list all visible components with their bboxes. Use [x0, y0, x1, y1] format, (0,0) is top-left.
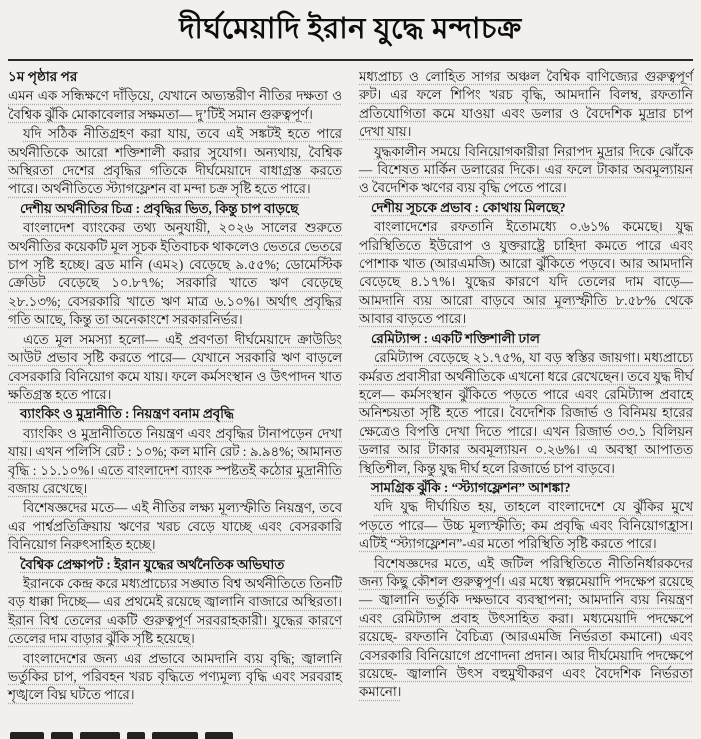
- glyph-fragment: [10, 732, 44, 739]
- section-heading: দেশীয় অর্থনীতির চিত্র : প্রবৃদ্ধির ভিত, কিন্তু চাপ বাড়ছে: [20, 200, 299, 216]
- right-column: [359, 68, 693, 706]
- section-heading: রেমিট্যান্স : একটি শক্তিশালী ঢাল: [371, 330, 540, 346]
- paragraph: যদি সঠিক নীতিগ্রহণ করা যায়, তবে এই সঙ্কটই হতে পারে অর্থনীতিকে আরো শক্তিশালী করার সুযোগ। অন্যথায়, বৈশ্বিক অস্থিরতা দেশের প্রবৃদ্ধির গতিকে দীর্ঘমেয়াদে বাধাগ্রস্ত করতে পারে। অর্থনীতিতে স্ট্যাগফ্লেশন বা মন্দা চক্র সৃষ্টি হতে পারে।: [8, 126, 342, 197]
- paragraph: এমন এক সন্ধিক্ষণে দাঁড়িয়ে, যেখানে অভ্যন্তরীণ নীতির দক্ষতা ও বৈশ্বিক ঝুঁকি মোকাবেলার সক্ষমতা— দু’টিই সমান গুরুত্বপূর্ণ।: [8, 88, 342, 122]
- article-body: [8, 68, 693, 706]
- continuation-note: ১ম পৃষ্ঠার পর: [8, 69, 78, 84]
- glyph-fragment: [51, 732, 73, 739]
- paragraph: রেমিট্যান্স বেড়েছে ২১.৭৫%, যা বড় স্বস্তির জায়গা। মধ্যপ্রাচ্যে কর্মরত প্রবাসীরা অর্থনীতিকে এখনো ধরে রেখেছেন। তবে যুদ্ধ দীর্ঘ হলে— কর্মসংস্থান ঝুঁকিতে পড়তে পারে এবং রেমিট্যান্স প্রবাহে অনিশ্চয়তা সৃষ্টি হতে পারে। বৈদেশিক রিজার্ভ ও বিনিময় হারের ক্ষেত্রেও বিপত্তি দেখা দিতে পারে। এখন রিজার্ভ ৩৩.১ বিলিয়ন ডলার আর টাকার অবমূল্যায়ন ০.২৬%। এ অবস্থা আপাতত স্থিতিশীল, কিন্তু যুদ্ধ দীর্ঘ হলে রিজার্ভে চাপ বাড়বে।: [359, 350, 693, 476]
- paragraph: বিশেষজ্ঞদের মতে— এই নীতির লক্ষ্য মূল্যস্ফীতি নিয়ন্ত্রণ, তবে এর পার্শ্বপ্রতিক্রিয়ায় ঋণের খরচ বেড়ে যাচ্ছে এবং বেসরকারি বিনিয়োগ নিরুৎসাহিত হচ্ছে।: [8, 500, 342, 553]
- glyph-fragment: [205, 732, 233, 739]
- right-column-blocks: [359, 68, 693, 702]
- paragraph: ইরানকে কেন্দ্র করে মধ্যপ্রাচ্যের সঙ্ঘাত বিশ্ব অর্থনীতিতে তিনটি বড় ধাক্কা দিচ্ছে— এর প্রথমেই রয়েছে জ্বালানি বাজারে অস্থিরতা। ইরান বিশ্ব তেলের একটি গুরুত্বপূর্ণ সরবরাহকারী। যুদ্ধের কারণে তেলের দাম বাড়ার ঝুঁকি সৃষ্টি হয়েছে।: [8, 575, 342, 647]
- left-column-blocks: [8, 87, 342, 704]
- paragraph: মধ্যপ্রাচ্য ও লোহিত সাগর অঞ্চল বৈশ্বিক বাণিজ্যের গুরুত্বপূর্ণ রুট। এর ফলে শিপিং খরচ বৃদ্ধি, আমদানি বিলম্ব, রফতানি প্রতিযোগিতা কমে যাওয়া এবং ডলার ও বৈদেশিক মুদ্রার চাপ দেখা যায়।: [359, 69, 693, 140]
- paragraph: যুদ্ধকালীন সময়ে বিনিয়োগকারীরা নিরাপদ মুদ্রার দিকে ঝোঁকে— বিশেষত মার্কিন ডলারের দিকে। এর ফলে টাকার অবমূল্যায়ন ও বৈদেশিক ঋণের ব্যয় বৃদ্ধি পেতে পারে।: [359, 143, 693, 196]
- section-heading: সামগ্রিক ঝুঁকি : “স্ট্যাগফ্লেশন” আশঙ্কা?: [371, 479, 571, 495]
- section-heading: বৈশ্বিক প্রেক্ষাপট : ইরান যুদ্ধের অর্থনৈতিক অভিঘাত: [20, 556, 285, 572]
- paragraph: ব্যাংকিং ও মুদ্রানীতিতে নিয়ন্ত্রণ এবং প্রবৃদ্ধির টানাপড়েন দেখা যায়। এখন পলিসি রেট : ১০%; কল মানি রেট : ৯.৯৪%; আমানত বৃদ্ধি : ১১.১০%। এতে বাংলাদেশ ব্যাংক স্পষ্টতই কঠোর মুদ্রানীতি বজায় রেখেছে।: [8, 425, 342, 496]
- cropped-next-headline-artifact: [10, 732, 250, 739]
- glyph-fragment: [152, 732, 198, 739]
- section-heading: দেশীয় সূচকে প্রভাব : কোথায় মিলছে?: [371, 199, 566, 215]
- paragraph: বিশেষজ্ঞদের মতে, এই জটিল পরিস্থিতিতে নীতিনির্ধারকদের জন্য কিছু কৌশল গুরুত্বপূর্ণ। এর মধ্যে স্বল্পমেয়াদি পদক্ষেপ রয়েছে— জ্বালানি ভর্তুকি দক্ষভাবে ব্যবস্থাপনা; আমদানি ব্যয় নিয়ন্ত্রণ এবং রেমিট্যান্স প্রবাহ উৎসাহিত করা। মধ্যমেয়াদি পদক্ষেপে রয়েছে- রফতানি বৈচিত্র্য (আরএমজি নির্ভরতা কমানো) এবং বেসরকারি বিনিয়োগে প্রণোদনা প্রদান। আর দীর্ঘমেয়াদি পদক্ষেপে রয়েছে- জ্বালানি উৎস বহুমুখীকরণ এবং বৈদেশিক নির্ভরতা কমানো।: [359, 555, 693, 700]
- title-divider: [8, 59, 693, 61]
- paragraph: বাংলাদেশের জন্য এর প্রভাবে আমদানি ব্যয় বৃদ্ধি; জ্বালানি ভর্তুকির চাপ, পরিবহন খরচ বৃদ্ধিতে পণ্যমূল্য বৃদ্ধি এবং সরবরাহ শৃঙ্খলে বিঘ্ন ঘটতে পারে।: [8, 650, 342, 703]
- section-heading: ব্যাংকিং ও মুদ্রানীতি : নিয়ন্ত্রণ বনাম প্রবৃদ্ধি: [20, 406, 234, 422]
- left-column: [8, 68, 342, 706]
- glyph-fragment: [80, 732, 120, 739]
- paragraph: এতে মূল সমস্যা হলো— এই প্রবণতা দীর্ঘমেয়াদে ক্রাউডিং আউট প্রভাব সৃষ্টি করতে পারে— যেখানে সরকারি ঋণ বাড়লে বেসরকারি বিনিয়োগ কমে যায়। ফলে কর্মসংস্থান ও উৎপাদন খাত ক্ষতিগ্রস্ত হতে পারে।: [8, 331, 342, 402]
- glyph-fragment: [127, 732, 145, 739]
- article-title: দীর্ঘমেয়াদি ইরান যুদ্ধে মন্দাচক্র: [179, 13, 522, 45]
- paragraph: বাংলাদেশের রফতানি ইতোমধ্যে ০.৬১% কমেছে। যুদ্ধ পরিস্থিতিতে ইউরোপ ও যুক্তরাষ্ট্রে চাহিদা কমতে পারে এবং পোশাক খাত (আরএমজি) আরো ঝুঁকিতে পড়বে। আর আমদানি বেড়েছে ৪.১৭%। যুদ্ধের কারণে যদি তেলের দাম বাড়ে— আমদানি ব্যয় আরো বাড়বে আর মূল্যস্ফীতি ৮.৫৮% থেকে আবার বাড়তে পারে।: [359, 219, 693, 327]
- paragraph: বাংলাদেশ ব্যাংকের তথ্য অনুযায়ী, ২০২৬ সালের শুরুতে অর্থনীতির কয়েকটি মূল সূচক ইতিবাচক থাকলেও ভেতরে ভেতরে চাপ সৃষ্টি হচ্ছে। ব্রড মানি (এম২) বেড়েছে ৯.৫৫%; ডোমেস্টিক ক্রেডিট বেড়েছে ১০.৮৭%; সরকারি খাতে ঋণ বেড়েছে ২৮.১৩%; বেসরকারি খাতে ঋণ মাত্র ৬.১০%। অর্থাৎ প্রবৃদ্ধির গতি আছে, কিন্তু তা অনেকাংশে সরকারনির্ভর।: [8, 220, 342, 328]
- paragraph: যদি যুদ্ধ দীর্ঘায়িত হয়, তাহলে বাংলাদেশে যে ঝুঁকির মুখে পড়তে পারে— উচ্চ মূল্যস্ফীতি; কম প্রবৃদ্ধি এবং বিনিয়োগহ্রাস। এটিই “স্ট্যাগফ্লেশন”-এর মতো পরিস্থিতি সৃষ্টি করতে পারে।: [359, 499, 693, 552]
